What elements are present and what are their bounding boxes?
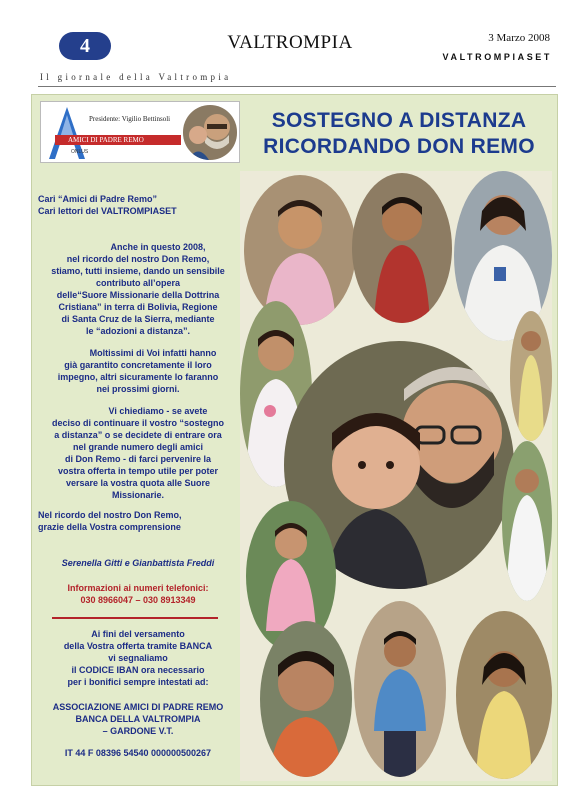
letter-closing	[38, 509, 238, 533]
letter-signature: Serenella Gitti e Gianbattista Freddi	[61, 558, 215, 568]
photo-collage	[240, 171, 552, 781]
letter-paragraph-3	[38, 405, 238, 501]
logo-president: Presidente: Vigilio Bettinsoli	[89, 115, 171, 123]
text-line: Nel ricordo del nostro Don Remo,	[38, 510, 182, 520]
logo-name: AMICI DI PADRE REMO	[55, 135, 181, 145]
child-photo-red-top	[352, 173, 452, 323]
brand-name: VALTROMPIASET	[442, 52, 552, 62]
contact-numbers: 030 8966047 – 030 8913349	[80, 595, 196, 605]
letter-greeting	[38, 193, 238, 217]
greeting-line: Cari lettori del VALTROMPIASET	[38, 206, 177, 216]
header-divider	[38, 86, 556, 87]
text-line: nel grande numero degli amici	[72, 442, 204, 452]
text-line: Cristiana” in terra di Bolivia, Regione	[58, 302, 218, 312]
text-line: già garantito concretamente il loro	[64, 360, 212, 370]
boy-blue-shirt-photo	[354, 601, 446, 777]
child-photo-yellow-dress	[510, 311, 552, 441]
letter-paragraph-2	[38, 347, 238, 395]
text-line: a distanza” o se decidete di entrare ora	[54, 430, 222, 440]
payment-intro	[38, 628, 238, 688]
text-line: Missionarie.	[111, 490, 165, 500]
text-line: versare la vostra quota alle Suore	[65, 478, 211, 488]
text-line: grazie della Vostra comprensione	[38, 522, 181, 532]
text-line: deciso di continuare il vostro “sostegno	[51, 418, 225, 428]
issue-date: 3 Marzo 2008	[488, 32, 550, 44]
child-photo-pink-shirt	[244, 175, 356, 325]
text-line: stiamo, tutti insieme, dando un sensibile	[51, 266, 225, 276]
text-line: contributo all’opera	[95, 278, 180, 288]
logo-onlus: ONLUS	[71, 149, 89, 155]
text-line: Anche in questo 2008,	[110, 242, 206, 252]
boy-orange-shirt-photo	[260, 621, 352, 777]
text-line: di Don Remo - di farci pervenire la	[64, 454, 212, 464]
tagline: Il giornale della Valtrompia	[40, 72, 232, 82]
text-line: impegno, altri sicuramente lo faranno	[57, 372, 219, 382]
text-line: di Santa Cruz de la Sierra, mediante	[61, 314, 215, 324]
text-line: per i bonifici sempre intestati ad:	[67, 677, 209, 687]
masthead-title: VALTROMPIA	[227, 32, 353, 53]
payment-holder	[38, 701, 238, 737]
text-line: – GARDONE V.T.	[102, 726, 174, 736]
text-line: vi segnaliamo	[108, 653, 168, 663]
text-line: delle“Suore Missionarie della Dottrina	[56, 290, 220, 300]
text-line: ASSOCIAZIONE AMICI DI PADRE REMO	[52, 702, 224, 712]
text-line: nel ricordo del nostro Don Remo,	[66, 254, 210, 264]
text-line: BANCA DELLA VALTROMPIA	[75, 714, 201, 724]
greeting-line: Cari “Amici di Padre Remo”	[38, 194, 158, 204]
text-line: Ai fini del versamento	[91, 629, 185, 639]
text-line: della Vostra offerta tramite BANCA	[63, 641, 213, 651]
text-line: vostra offerta in tempo utile per poter	[57, 466, 219, 476]
letter-paragraph-1	[38, 241, 238, 337]
contact-label: Informazioni ai numeri telefonici:	[67, 583, 209, 593]
headline-line-2: RICORDANDO DON REMO	[263, 135, 535, 158]
girl-white-dress-photo	[502, 441, 552, 601]
text-line: le “adozioni a distanza”.	[85, 326, 191, 336]
payment-iban: IT 44 F 08396 54540 000000500267	[64, 748, 212, 758]
logo-portrait-photo	[183, 105, 237, 160]
text-line: Moltissimi di Voi infatti hanno	[89, 348, 217, 358]
text-line: il CODICE IBAN ora necessario	[71, 665, 205, 675]
association-logo	[40, 101, 240, 163]
red-divider	[52, 617, 218, 619]
article-panel	[31, 94, 558, 786]
girl-yellow-dress-photo	[456, 611, 552, 779]
headline-line-1: SOSTEGNO A DISTANZA	[271, 109, 527, 132]
contact-info	[38, 582, 238, 606]
page-number-badge: 4	[59, 32, 111, 60]
text-line: nei prossimi giorni.	[96, 384, 180, 394]
text-line: Vi chiediamo - se avete	[108, 406, 208, 416]
